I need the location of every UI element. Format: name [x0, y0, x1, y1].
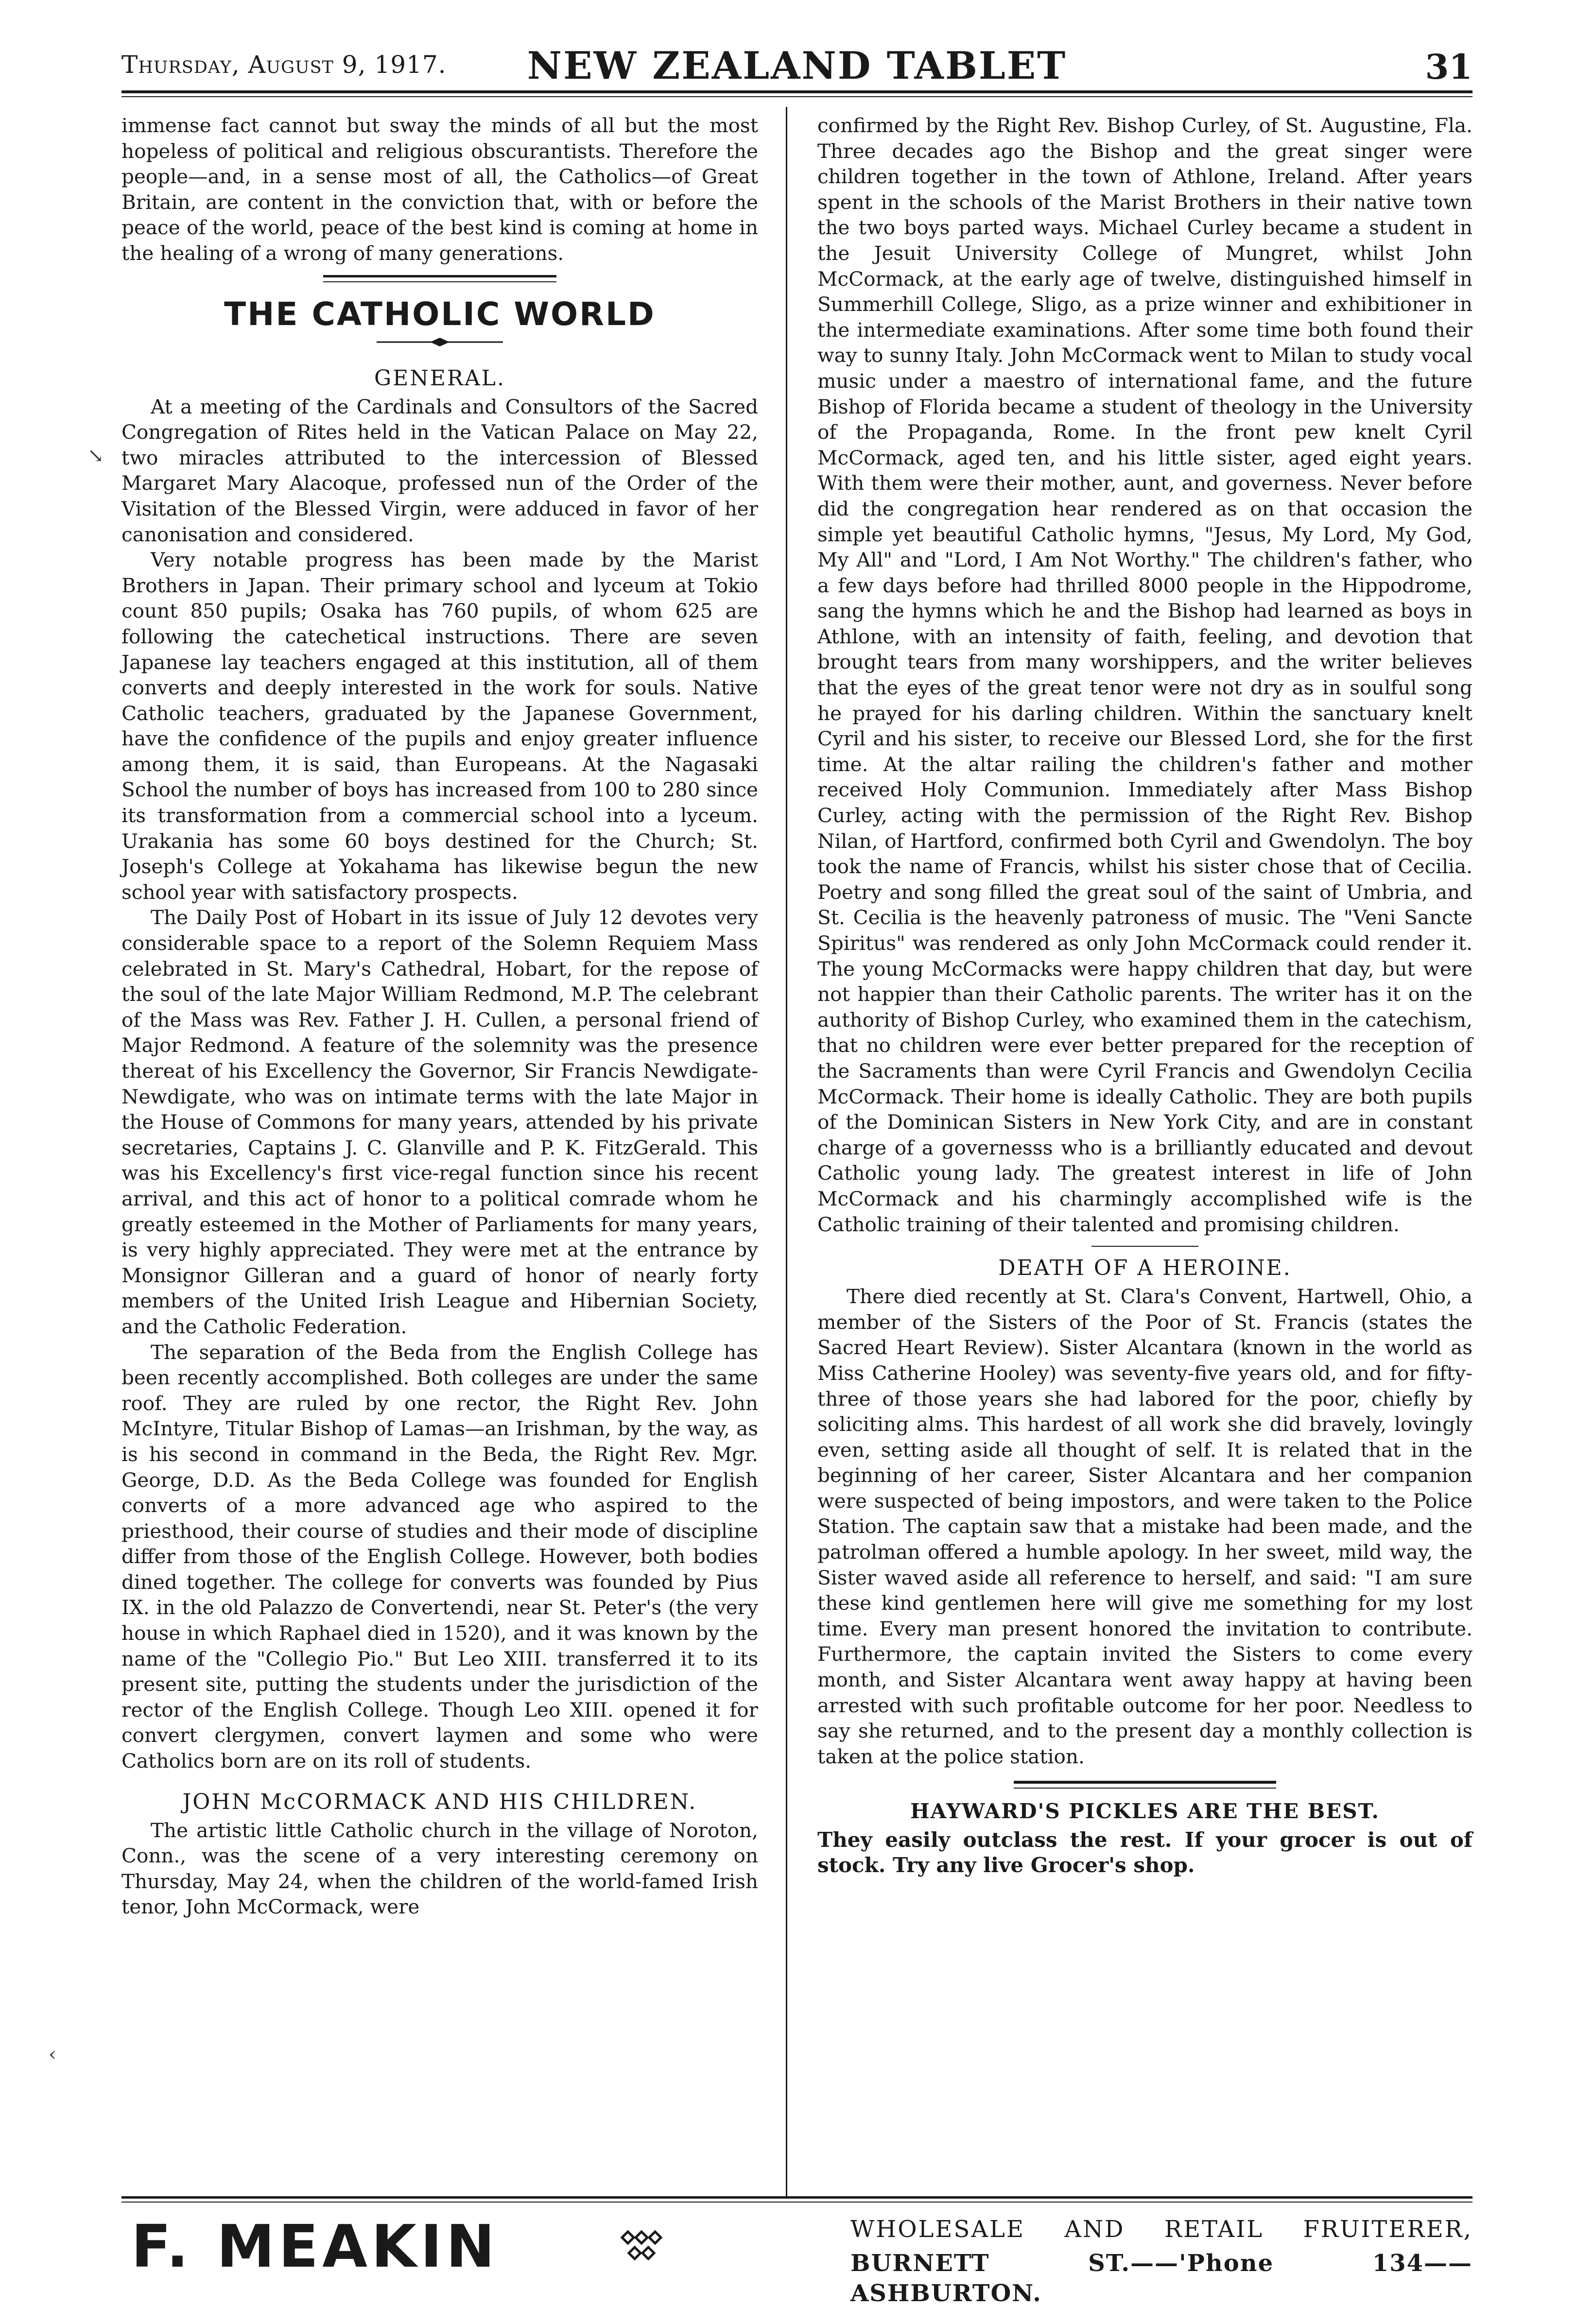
footer-rule-thin	[121, 2202, 1472, 2203]
ornament-rule-icon	[377, 337, 503, 347]
footer-advert	[121, 2213, 1472, 2307]
section-title: THE CATHOLIC WORLD	[224, 295, 656, 333]
article-paragraph: There died recently at St. Clara's Convent, Hartwell, Ohio, a member of the Sisters of the Poor of St. Francis (states the Sacred Heart Review). Sister Alcantara (known in the world as Miss Catherine Hooley) was seventy-five years old, and for fifty-three of those years she had labored for the poor, chiefly by soliciting alms. This hardest of all work she did bravely, lovingly even, setting aside all thought of self. It is related that in the beginning of her career, Sister Alcantara and her companion were suspected of being impostors, and were taken to the Police Station. The captain saw that a mistake had been made, and the patrolman offered a humble apology. In her sweet, mild way, the Sister waved aside all reference to herself, and said: "I am sure these kind gentlemen here will give me something for my lost time. Every man present honored the invitation to contribute. Furthermore, the captain invited the Sisters to come every month, and Sister Alcantara went away happy at having been arrested with such profitable outcome for her poor. Needless to say she returned, and to the present day a monthly collection is taken at the police station.	[817, 1285, 1472, 1768]
header-rule	[121, 90, 1472, 93]
article-paragraph: The separation of the Beda from the English College has been recently accomplished. Both colleges are under the same roof. They are ruled by one rector, the Right Rev. John McIntyre, Titular Bishop of Lamas—an Irishman, by the way, as is his second in command in the Beda, the Right Rev. Mgr. George, D.D. As the Beda College was founded for English converts of a more advanced age who aspired to the priesthood, their course of studies and their mode of discipline differ from those of the English College. However, both bodies dined together. The college for converts was founded by Pius IX. in the old Palazzo de Convertendi, near St. Peter's (the very house in which Raphael died in 1520), and it was known by the name of the "Collegio Pio." But Leo XIII. transferred it to its present site, putting the students under the jurisdiction of the rector of the English College. Though Leo XIII. opened it for convert clergymen, convert laymen and some who were Catholics born are on its roll of students.	[121, 1340, 758, 1773]
footer-rule	[121, 2196, 1472, 2199]
issue-date: Thursday, August 9, 1917.	[121, 51, 447, 79]
closing-rule	[1014, 1781, 1276, 1789]
intro-paragraph: immense fact cannot but sway the minds of all but the most hopeless of political and religious obscurantists. Therefore the people—and, in a sense most of all, the Catholics—of Great Britain, are content in the conviction that, with or before the peace of the world, peace of the best kind is coming at home in the healing of a wrong of many generations.	[121, 114, 758, 265]
article-paragraph: Very notable progress has been made by the Marist Brothers in Japan. Their primary school and lyceum at Tokio count 850 pupils; Osaka has 760 pupils, of whom 625 are following the catechetical instructions. There are seven Japanese lay teachers engaged at this institution, all of them converts and deeply interested in the work for souls. Native Catholic teachers, graduated by the Japanese Government, have the confidence of the pupils and enjoy greater influence among them, it is said, than Europeans. At the Nagasaki School the number of boys has increased from 100 to 280 since its transformation from a commercial school into a lyceum. Urakania has some 60 boys destined for the Church; St. Joseph's College at Yokahama has likewise begun the new school year with satisfactory prospects.	[121, 548, 758, 904]
masthead-title: NEW ZEALAND TABLET	[527, 44, 1067, 88]
advertiser-name: F. MEAKIN	[131, 2213, 499, 2281]
article-paragraph: At a meeting of the Cardinals and Consultors of the Sacred Congregation of Rites held in the Vatican Palace on May 22, two miracles attributed to the intercession of Blessed Margaret Mary Alacoque, professed nun of the Order of the Visitation of the Blessed Virgin, were adduced in favor of her canonisation and considered.	[121, 395, 758, 546]
column-divider	[786, 107, 787, 2196]
article-paragraph: The Daily Post of Hobart in its issue of July 12 devotes very considerable space to a report of the Solemn Requiem Mass celebrated in St. Mary's Cathedral, Hobart, for the repose of the soul of the late Major William Redmond, M.P. The celebrant of the Mass was Rev. Father J. H. Cullen, a personal friend of Major Redmond. A feature of the solemnity was the presence thereat of his Excellency the Governor, Sir Francis Newdigate-Newdigate, who was on intimate terms with the late Major in the House of Commons for many years, attended by his private secretaries, Captains J. C. Glanville and P. K. FitzGerald. This was his Excellency's first vice-regal function since his recent arrival, and this act of honor to a political comrade whom he greatly esteemed in the Mother of Parliaments for many years, is very highly appreciated. They were met at the entrance by Monsignor Gilleran and a guard of honor of nearly forty members of the United Irish League and Hibernian Society, and the Catholic Federation.	[121, 906, 758, 1338]
section-rule	[323, 275, 556, 282]
page-number: 31	[1425, 47, 1472, 87]
margin-mark: ↘	[87, 445, 104, 467]
heroine-heading: DEATH OF A HEROINE.	[998, 1256, 1292, 1281]
right-column	[817, 113, 1472, 1878]
article-paragraph: The artistic little Catholic church in the village of Noroton, Conn., was the scene of a very interesting ceremony on Thursday, May 24, when the children of the world-famed Irish tenor, John McCormack, were	[121, 1818, 758, 1919]
short-divider	[1091, 1246, 1198, 1247]
margin-mark: ‹	[49, 2043, 56, 2066]
general-heading: GENERAL.	[374, 365, 505, 391]
advert-title: HAYWARD'S PICKLES ARE THE BEST.	[910, 1799, 1380, 1824]
article-paragraph: confirmed by the Right Rev. Bishop Curley, of St. Augustine, Fla. Three decades ago the Bishop and the great singer were children together in the town of Athlone, Ireland. After years spent in the schools of the Marist Brothers in their native town the two boys parted ways. Michael Curley became a student in the Jesuit University College of Mungret, whilst John McCormack, at the early age of twelve, distinguished himself in Summerhill College, Sligo, as a prize winner and exhibitioner in the intermediate examinations. After some time both found their way to sunny Italy. John McCormack went to Milan to study vocal music under a maestro of international fame, and the future Bishop of Florida became a student of theology in the University of the Propaganda, Rome. In the front pew knelt Cyril McCormack, aged ten, and his little sister, aged eight years. With them were their mother, aunt, and governess. Never before did the congregation hear rendered as on that occasion the simple yet beautiful Catholic hymns, "Jesus, My Lord, My God, My All" and "Lord, I Am Not Worthy." The children's father, who a few days before had thrilled 8000 people in the Hippodrome, sang the hymns which he and the Bishop had learned as boys in Athlone, with an intensity of faith, feeling, and devotion that brought tears from many worshippers, and the writer believes that the eyes of the great tenor were not dry as in soulful song he prayed for his darling children. Within the sanctuary knelt Cyril and his sister, to receive our Blessed Lord, she for the first time. At the altar railing the children's father and mother received Holy Communion. Immediately after Mass Bishop Curley, acting with the permission of the Right Rev. Bishop Nilan, of Hartford, confirmed both Cyril and Gwendolyn. The boy took the name of Francis, whilst his sister chose that of Cecilia. Poetry and song filled the great soul of the saint of Umbria, and St. Cecilia is the heavenly patroness of music. The "Veni Sancte Spiritus" was rendered as only John McCormack could render it. The young McCormacks were happy children that day, but were not happier than their Catholic parents. The writer has it on the authority of Bishop Curley, who examined them in the catechism, that no children were ever better prepared for the reception of the Sacraments than were Cyril Francis and Gwendolyn Cecilia McCormack. Their home is ideally Catholic. They are both pupils of the Dominican Sisters in New York City, and are in constant charge of a governesss who is a brilliantly educated and devout Catholic young lady. The greatest interest in life of John McCormack and his charmingly accomplished wife is the Catholic training of their talented and promising children.	[817, 114, 1472, 1236]
ornament-icon	[612, 2228, 671, 2267]
advert-line-2: BURNETT ST.——'Phone 134——ASHBURTON.	[850, 2250, 1472, 2307]
mccormack-heading: JOHN McCORMACK AND HIS CHILDREN.	[182, 1789, 697, 1814]
page-header	[121, 44, 1472, 97]
header-rule-thin	[121, 96, 1472, 97]
advert-line-1: WHOLESALE AND RETAIL FRUITERER,	[850, 2216, 1472, 2243]
advert-text: They easily outclass the rest. If your grocer is out of stock. Try any live Grocer's shop.	[817, 1828, 1472, 1877]
left-column	[121, 113, 758, 1920]
